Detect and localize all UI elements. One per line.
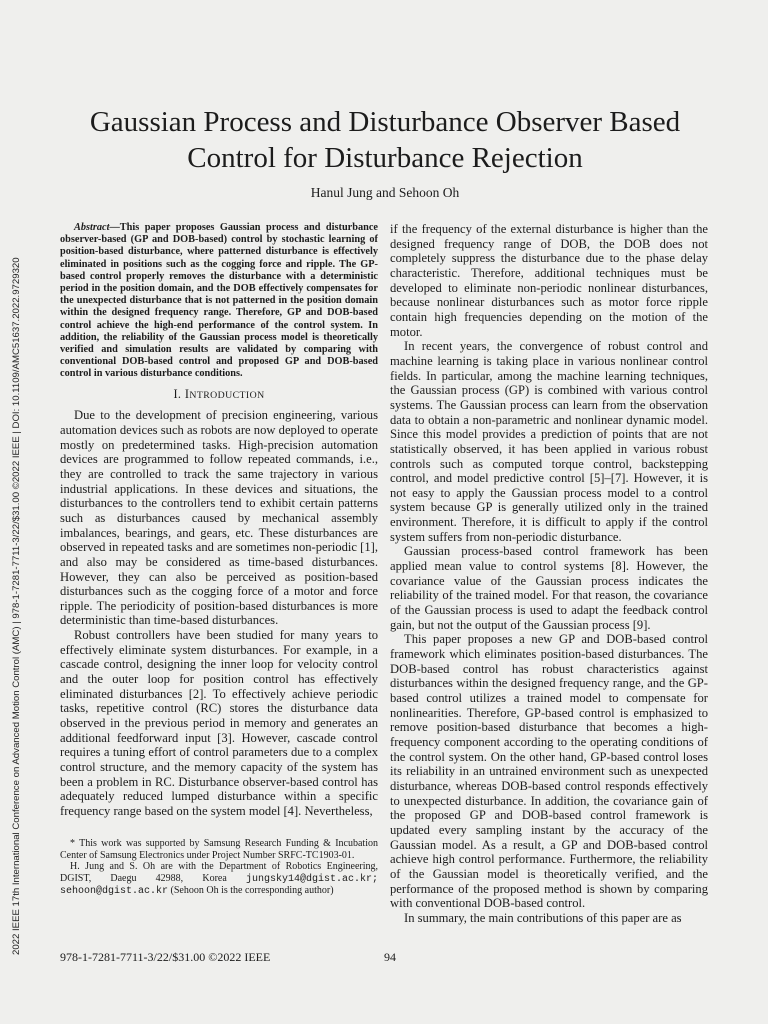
right-paragraph-5: In summary, the main contributions of this paper are as (404, 910, 682, 925)
right-paragraph-3: Gaussian process-based control framework has been applied mean value to control systems [8]. However, the covariance value of the Gaussian process indicates the reliability of the trained model. For that reason, the covariance of the Gaussian process is used to adapt the feedback control gain, but not the output of the Gaussian process [9]. (390, 544, 708, 632)
intro-paragraph-2: Robust controllers have been studied for many years to effectively eliminate system disturbances. For example, in a cascade control, designing the inner loop for velocity control and the outer loop for position control has effectively eliminated disturbances [2]. To effectively achieve periodic tasks, repetitive control (RC) stores the disturbance data observed in the previous period in memory and generates an additional feedforward input [3]. However, cascade control requires a tuning effort of control parameters due to a complex control structure, and the memory capacity of the system has been a problem in RC. Disturbance observer-based control has adequately reduced lumped disturbance within a specific frequency range based on the system model [4]. Nevertheless, (60, 628, 378, 819)
left-column (60, 222, 378, 819)
footnote-funding: * This work was supported by Samsung Research Funding & Incubation Center of Samsung Electronics under Project Number SRFC-TC1903-01. (60, 838, 378, 861)
footnote-affiliation-text: H. Jung and S. Oh are with the Department of Robotics Engineering, DGIST, Daegu 42988, Korea (60, 861, 378, 884)
conference-doi-text: 2022 IEEE 17th International Conference on Advanced Motion Control (AMC) | 978-1-7281-7711-3/22/$31.00 ©2022 IEEE | DOI: 10.1109/AMC51637.2022.9729320 (11, 257, 22, 955)
right-column (390, 222, 708, 926)
copyright-line: 978-1-7281-7711-3/22/$31.00 ©2022 IEEE (60, 950, 271, 964)
email-jung[interactable]: jungsky14@dgist.ac.kr; (245, 873, 378, 885)
paper-title-line2: Control for Disturbance Rejection (187, 142, 583, 174)
paper-authors: Hanul Jung and Sehoon Oh (310, 185, 460, 200)
email-oh[interactable]: sehoon@dgist.ac.kr (60, 886, 169, 898)
section-heading-rest: NTRODUCTION (189, 389, 265, 401)
right-paragraph-2: In recent years, the convergence of robust control and machine learning is taking place in various nonlinear control fields. In particular, among the machine learning techniques, the Gaussian process (GP) is combined with various control systems. The Gaussian process can learn from the observation data to obtain a non-parametric and nonlinear dynamic model. Since this model provides a prediction of points that are not statistically observed, it has been applied in various robust controls such as computed torque control, backstepping control, and model predictive control [5]–[7]. However, it is not easy to apply the Gaussian process model to a control system because GP is generally utilized only in the trained environment. Therefore, it is difficult to apply if the control system suffers from non-periodic disturbance. (390, 339, 708, 544)
footnote-corresponding: (Sehoon Oh is the corresponding author) (168, 885, 334, 897)
right-paragraph-1: if the frequency of the external disturbance is higher than the designed frequency range of DOB, the DOB does not completely suppress the disturbance due to the phase delay characteristic. Therefore, additional techniques must be developed to eliminate non-periodic nonlinear disturbances, because nonlinear disturbances such as motor force ripple contain high frequencies depending on the motion of the motor. (390, 222, 708, 339)
page-number: 94 (384, 950, 396, 964)
right-paragraph-4: This paper proposes a new GP and DOB-based control framework which eliminates position-based disturbances. The DOB-based control has robust characteristics against disturbances within the designed frequency range, and the GP-based control utilizes a trained model to compensate for nonlinearities. Therefore, GP-based control is emphasized to remove position-based disturbance that becomes a high-frequency component according to the operating conditions of the control system. On the other hand, GP-based control loses its reliability in an untrained environment such as unexpected disturbance, whereas DOB-based control responds effectively to unexpected disturbance. In addition, the covariance gain of the proposed GP and DOB-based control framework is updated every sampling instant by the accuracy of the Gaussian model. As a result, a GP and DOB-based control achieve high control performance. Furthermore, the reliability of the Gaussian model is theoretically verified, and the performance of the proposed method is shown by comparing with conventional DOB-based control. (390, 632, 708, 911)
paper-title (40, 104, 730, 176)
footnote-affiliation (60, 861, 378, 898)
section-heading-introduction (60, 387, 378, 404)
abstract-label: Abstract (74, 222, 110, 233)
abstract-text: —This paper proposes Gaussian process and disturbance observer-based (GP and DOB-based) control by stochastic learning of position-based disturbance, where patterned disturbance is effectively eliminated in positions such as the cogging force and ripple. The GP-based control properly removes the disturbance with a deterministic period in the position domain, and the DOB effectively compensates for the unexpected disturbance that is not patterned in the position domain within the designed frequency range. Therefore, GP and DOB-based control achieve the high-end performance of the control system. In addition, the reliability of the Gaussian process model is theoretically verified and simulation results are validated by comparing with conventional DOB-based control and proposed GP and DOB-based control in various disturbance conditions. (60, 222, 378, 380)
section-numeral: I. I (173, 386, 190, 401)
abstract (60, 222, 378, 381)
paper-title-line1: Gaussian Process and Disturbance Observer Based (89, 106, 681, 138)
conference-sidebar (0, 0, 22, 1024)
intro-paragraph-1: Due to the development of precision engineering, various automation devices such as robots are now deployed to operate mostly on predetermined tasks. High-precision automation devices are programmed to follow repeated commands, i.e., they are controlled to track the same trajectory in various industrial applications. In these devices and situations, the disturbances to the controllers tend to exhibit certain patterns such as disturbances caused by mechanical assembly imbalances, bearings, and gears, etc. These disturbances are observed in repeated tasks and are sometimes non-periodic [1], and also may be considered as time-based disturbances. However, they can also be perceived as position-based disturbances such as the cogging force of a motor and force ripple. The periodicity of position-based disturbances is more deterministic than time-based disturbances. (60, 408, 378, 628)
footnote (60, 838, 378, 898)
